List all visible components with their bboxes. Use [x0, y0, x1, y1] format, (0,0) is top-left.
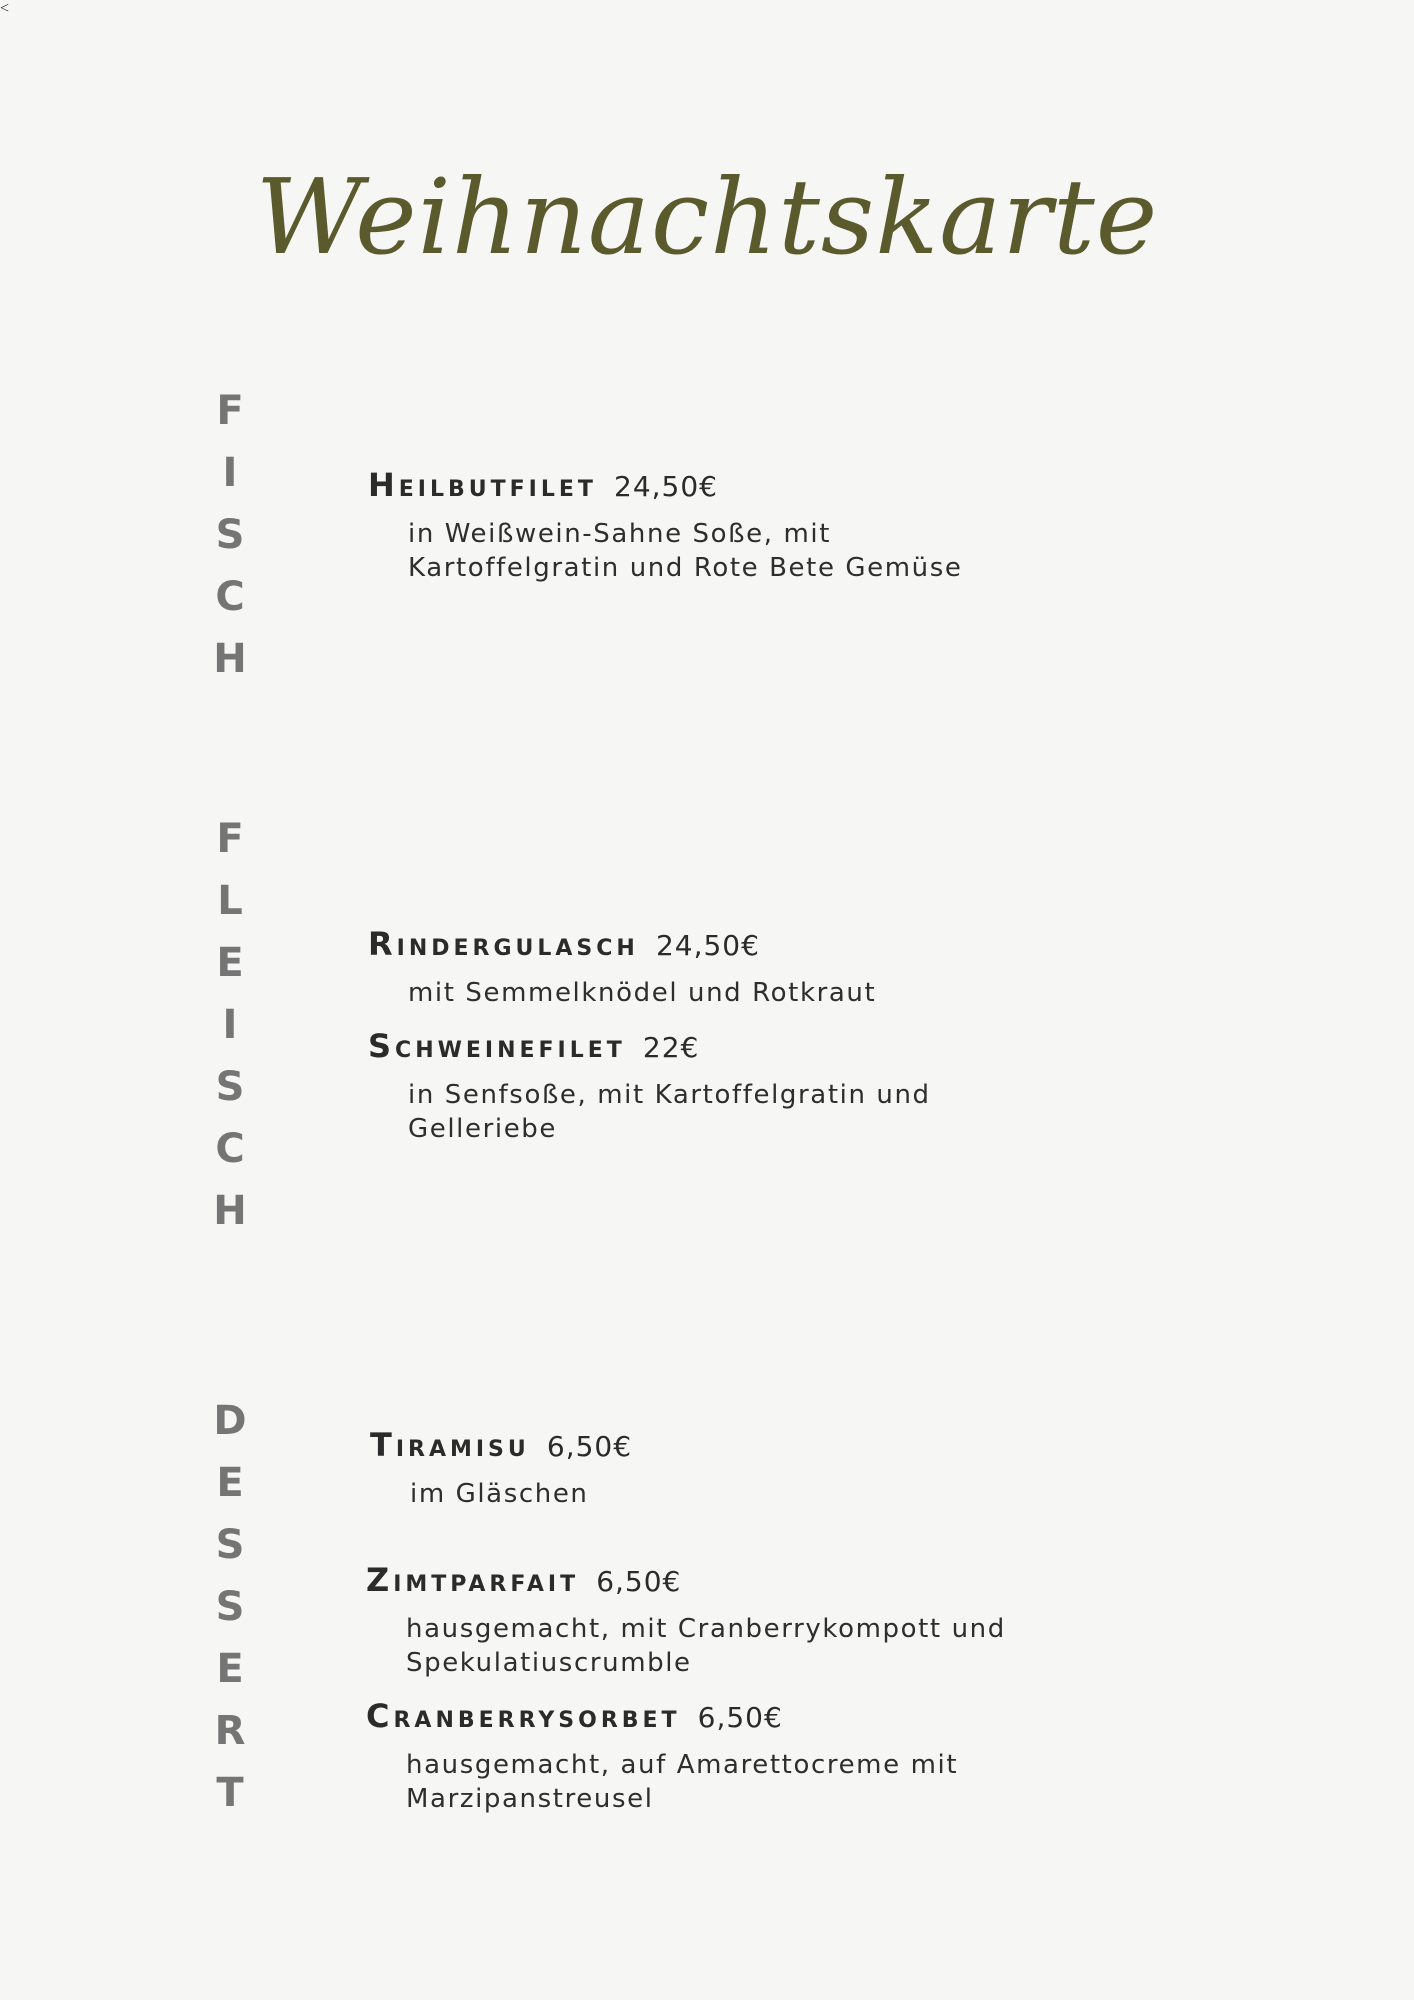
item-description: in Weißwein-Sahne Soße, mit Kartoffelgratin und Rote Bete Gemüse — [408, 519, 963, 583]
menu-item-heilbutfilet — [368, 465, 1048, 585]
item-price: 6,50€ — [546, 1430, 633, 1463]
section-label-dessert — [205, 1390, 255, 1824]
section-letter: T — [216, 1770, 244, 1816]
item-description: im Gläschen — [410, 1479, 589, 1509]
section-letter: F — [216, 816, 244, 862]
item-description: hausgemacht, auf Amarettocreme mit Marzipanstreusel — [406, 1750, 959, 1814]
section-letter: S — [215, 1584, 245, 1630]
section-label-fisch — [205, 380, 255, 690]
section-letter: I — [222, 1002, 238, 1048]
item-price: 6,50€ — [697, 1701, 783, 1734]
section-letter: E — [216, 1646, 244, 1692]
section-letter: L — [217, 878, 243, 924]
item-price: 22€ — [642, 1031, 700, 1064]
section-letter: S — [215, 1522, 245, 1568]
item-name: Schweinefilet — [368, 1027, 626, 1065]
menu-item-cranberrysorbet — [366, 1696, 1046, 1816]
section-letter: D — [213, 1398, 247, 1444]
menu-item-zimtparfait — [366, 1560, 1046, 1680]
section-letter: E — [216, 1460, 244, 1506]
section-letter: R — [214, 1708, 246, 1754]
item-description: in Senfsoße, mit Kartoffelgratin und Gelleriebe — [408, 1080, 931, 1144]
section-letter: F — [216, 388, 244, 434]
item-name: Heilbutfilet — [368, 466, 597, 504]
item-name: Tiramisu — [370, 1426, 530, 1464]
item-price: 24,50€ — [614, 470, 718, 503]
item-name: Zimtparfait — [366, 1561, 580, 1599]
section-label-fleisch — [205, 808, 255, 1242]
menu-item-rindergulasch — [368, 924, 1048, 1010]
section-letter: C — [215, 1126, 245, 1172]
item-name: Rindergulasch — [368, 925, 639, 963]
section-letter: H — [213, 636, 247, 682]
item-description: mit Semmelknödel und Rotkraut — [408, 978, 877, 1008]
item-name: Cranberrysorbet — [366, 1697, 681, 1735]
item-price: 24,50€ — [655, 929, 760, 962]
section-letter: I — [222, 450, 238, 496]
section-letter: E — [216, 940, 244, 986]
menu-item-schweinefilet — [368, 1026, 1048, 1146]
section-letter: S — [215, 1064, 245, 1110]
item-description: hausgemacht, mit Cranberrykompott und Spekulatiuscrumble — [406, 1614, 1006, 1678]
item-price: 6,50€ — [596, 1565, 682, 1598]
section-letter: C — [215, 574, 245, 620]
menu-title: Weihnachtskarte — [255, 156, 1159, 278]
section-letter: S — [215, 512, 245, 558]
menu-item-tiramisu — [370, 1425, 1050, 1511]
section-letter: H — [213, 1188, 247, 1234]
